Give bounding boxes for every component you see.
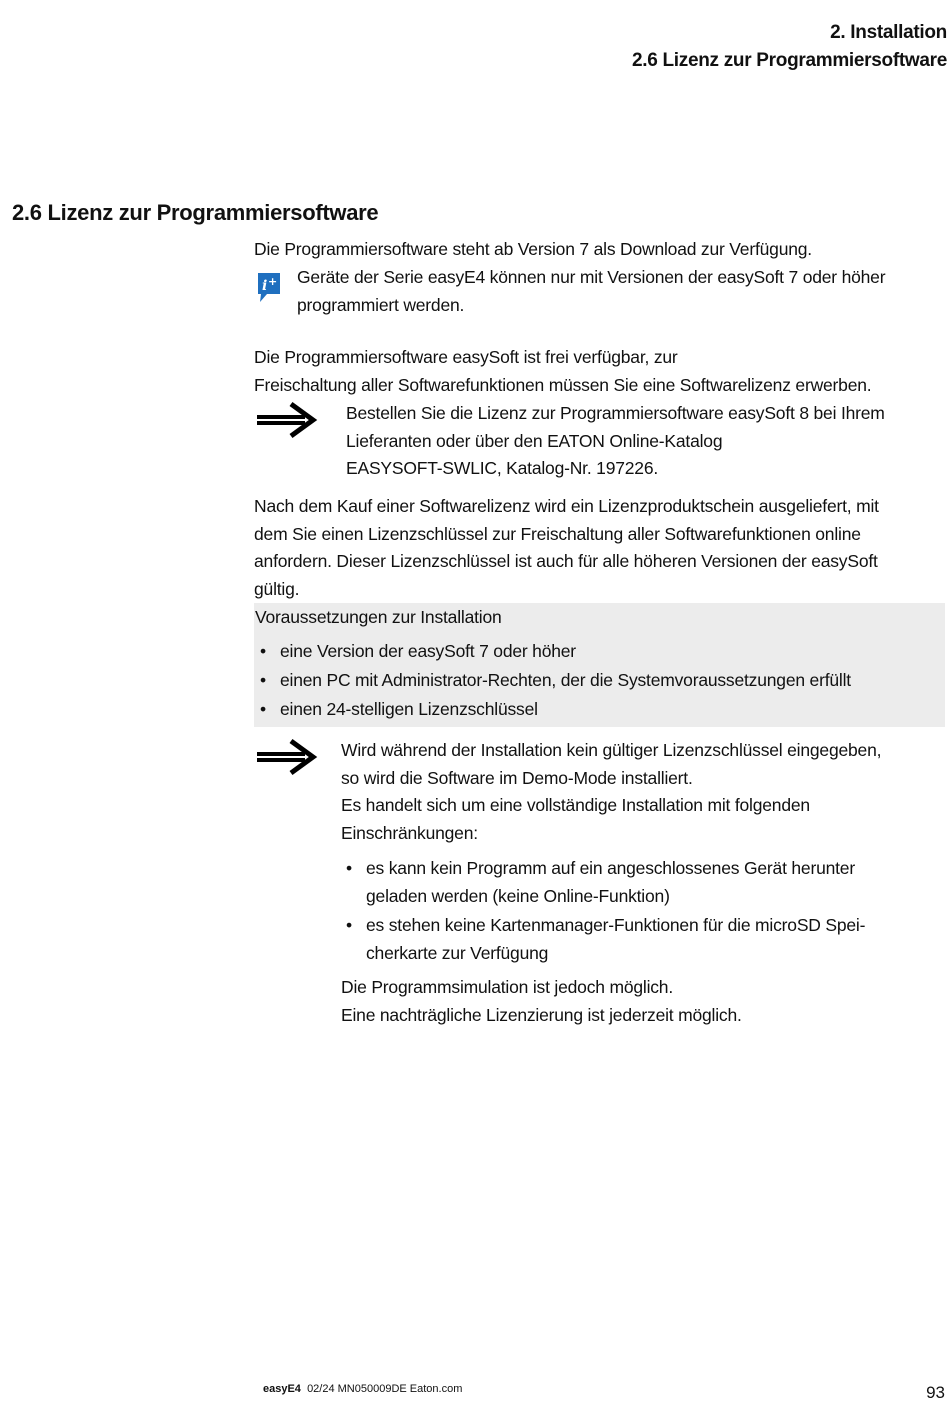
arrow-right-icon xyxy=(255,738,319,776)
free-software-paragraph: Die Programmiersoftware easySoft ist frei verfügbar, zur Freischaltung aller Softwarefunktionen müssen Sie eine Softwarelizenz erwerben. xyxy=(254,347,872,395)
svg-text:i: i xyxy=(262,278,268,294)
info-note-icon xyxy=(255,270,282,304)
svg-text:+: + xyxy=(268,275,278,288)
list-item: • es stehen keine Kartenmanager-Funktionen für die microSD Spei- cherkarte zur Verfügung xyxy=(346,915,866,963)
list-item: • einen PC mit Administrator-Rechten, der die Systemvoraussetzungen erfüllt xyxy=(260,670,851,690)
page-number: 93 xyxy=(926,1383,945,1402)
list-item: • einen 24-stelligen Lizenzschlüssel xyxy=(260,699,538,719)
list-item: • eine Version der easySoft 7 oder höher xyxy=(260,641,576,661)
running-header-section: 2.6 Lizenz zur Programmiersoftware xyxy=(631,50,947,71)
requirements-list xyxy=(260,637,851,724)
order-note-text: Bestellen Sie die Lizenz zur Programmiersoftware easySoft 8 bei Ihrem Lieferanten oder über den EATON Online-Katalog EASYSOFT-SWLIC, Katalog-Nr. 197226. xyxy=(346,403,885,478)
demo-closing-text: Die Programmsimulation ist jedoch möglich. Eine nachträgliche Lizenzierung ist jederzeit möglich. xyxy=(341,977,742,1025)
purchase-paragraph: Nach dem Kauf einer Softwarelizenz wird ein Lizenzproduktschein ausgeliefert, mit dem Sie einen Lizenzschlüssel zur Freischaltung aller Softwarefunktionen online anfordern. Dieser Lizenzschlüssel ist auch für alle höheren Versionen der easySoft gültig. xyxy=(254,496,879,599)
list-item: • es kann kein Programm auf ein angeschlossenes Gerät herunter geladen werden (keine Online-Funktion) xyxy=(346,858,855,906)
section-title: 2.6 Lizenz zur Programmiersoftware xyxy=(12,200,379,225)
info-note-text: Geräte der Serie easyE4 können nur mit Versionen der easySoft 7 oder höher programmiert werden. xyxy=(297,267,886,315)
page-footer: easyE4 02/24 MN050009DE Eaton.com xyxy=(263,1383,463,1395)
arrow-right-icon xyxy=(255,401,319,439)
running-header-chapter: 2. Installation xyxy=(830,22,947,43)
intro-paragraph: Die Programmiersoftware steht ab Version 7 als Download zur Verfügung. xyxy=(254,239,812,259)
requirements-heading: Voraussetzungen zur Installation xyxy=(255,607,502,627)
demo-note-text: Wird während der Installation kein gültiger Lizenzschlüssel eingegeben, so wird die Software im Demo-Mode installiert. Es handelt sich um eine vollständige Installation mit folgenden Einschränkungen: xyxy=(341,740,882,843)
demo-restrictions-list xyxy=(346,855,866,967)
